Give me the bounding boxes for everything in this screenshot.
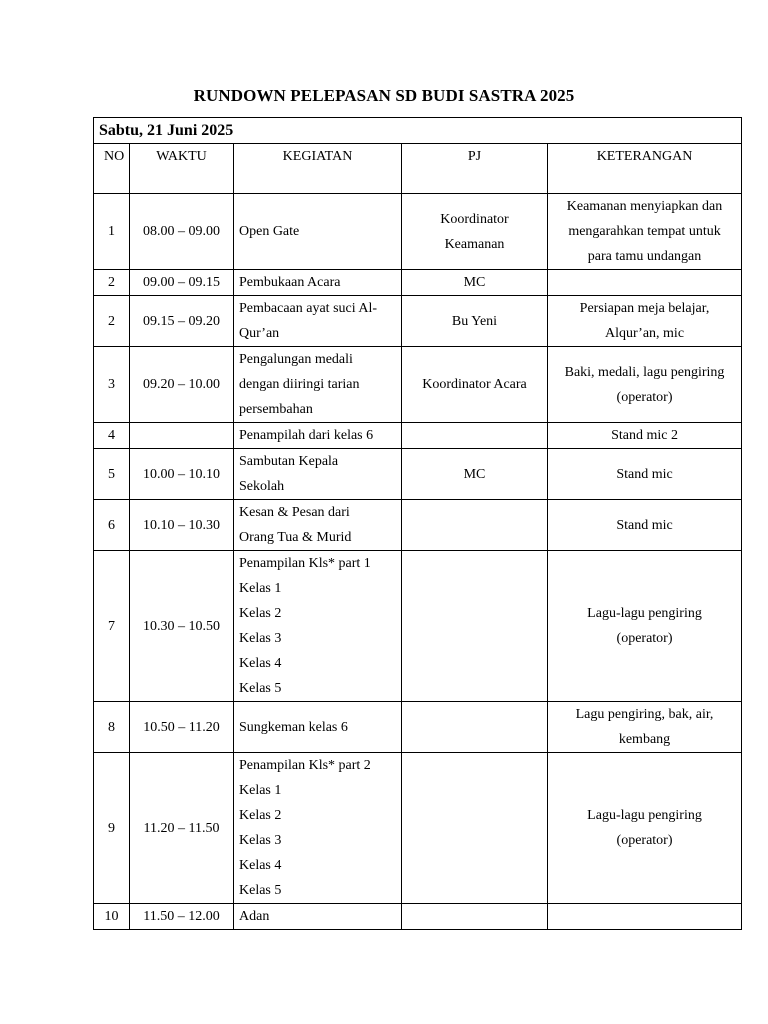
cell-kegiatan-line: Penampilan Kls* part 2 [239,758,371,773]
rundown-table [93,117,742,930]
cell-keterangan-line: Stand mic [616,466,673,482]
cell-kegiatan-line: Kelas 1 [239,581,282,596]
cell-waktu: 09.15 – 09.20 [130,296,234,347]
cell-no: 6 [94,500,130,551]
cell-no: 2 [94,296,130,347]
cell-keterangan [548,753,742,904]
cell-no: 2 [94,270,130,296]
cell-kegiatan-line: Pengalungan medali [239,352,353,367]
cell-kegiatan-line: Kelas 3 [239,631,282,646]
table-row [94,753,742,904]
cell-keterangan-line: Stand mic 2 [611,428,678,443]
cell-keterangan-line: (operator) [616,833,673,848]
cell-keterangan [548,296,742,347]
cell-pj-line: Koordinator Acara [422,377,527,392]
table-row [94,702,742,753]
cell-waktu: 10.10 – 10.30 [130,500,234,551]
table-row [94,904,742,930]
table-row [94,347,742,423]
cell-kegiatan-line: Penampilah dari kelas 6 [239,428,374,443]
cell-keterangan-line: (operator) [616,389,673,405]
cell-kegiatan [234,500,402,551]
cell-kegiatan-line: Open Gate [239,224,300,239]
cell-keterangan [548,347,742,423]
cell-kegiatan-line: Sekolah [239,479,285,494]
cell-waktu: 09.20 – 10.00 [130,347,234,423]
cell-waktu: 10.00 – 10.10 [130,449,234,500]
cell-keterangan [548,551,742,702]
table-row [94,194,742,270]
page-title: RUNDOWN PELEPASAN SD BUDI SASTRA 2025 [193,86,575,105]
cell-keterangan-line: Baki, medali, lagu pengiring [564,364,725,380]
cell-keterangan-line: Lagu-lagu pengiring [587,606,702,621]
cell-pj [402,296,548,347]
cell-kegiatan [234,270,402,296]
date-row [94,118,742,144]
cell-kegiatan-line: Kesan & Pesan dari [239,505,350,520]
cell-keterangan [548,194,742,270]
cell-keterangan-line: Lagu pengiring, bak, air, [575,707,714,722]
cell-keterangan [548,449,742,500]
header-kegiatan: KEGIATAN [234,144,402,194]
cell-waktu [130,423,234,449]
cell-keterangan-line: (operator) [616,631,673,646]
cell-pj [402,194,548,270]
cell-kegiatan-line: Kelas 4 [239,858,282,873]
cell-waktu: 10.50 – 11.20 [130,702,234,753]
cell-keterangan-line: Alqur’an, mic [604,326,685,341]
cell-pj-line: MC [463,275,486,290]
cell-keterangan-line: kembang [618,732,671,747]
cell-keterangan-line: Persiapan meja belajar, [579,301,710,316]
table-row [94,551,742,702]
cell-keterangan-line: mengarahkan tempat untuk [568,224,721,239]
cell-no: 9 [94,753,130,904]
cell-kegiatan-line: Kelas 2 [239,808,282,823]
cell-keterangan [548,500,742,551]
cell-kegiatan-line: Kelas 1 [239,783,282,798]
cell-kegiatan [234,449,402,500]
cell-no: 7 [94,551,130,702]
cell-no: 5 [94,449,130,500]
cell-keterangan [548,423,742,449]
cell-kegiatan [234,347,402,423]
cell-kegiatan-line: Kelas 2 [239,606,282,621]
header-waktu: WAKTU [130,144,234,194]
header-pj: PJ [402,144,548,194]
cell-waktu: 08.00 – 09.00 [130,194,234,270]
cell-pj-line: Keamanan [444,236,505,252]
cell-kegiatan-line: Pembacaan ayat suci Al- [239,301,378,316]
table-row [94,449,742,500]
cell-no: 4 [94,423,130,449]
cell-keterangan-line: Keamanan menyiapkan dan [566,199,723,214]
header-no: NO [94,144,130,194]
cell-kegiatan-line: Qur’an [239,326,280,341]
cell-keterangan [548,270,742,296]
cell-pj-line: Bu Yeni [451,313,498,329]
cell-keterangan [548,904,742,930]
cell-kegiatan-line: Kelas 4 [239,656,282,671]
cell-pj [402,904,548,930]
cell-kegiatan [234,296,402,347]
date-label: Sabtu, 21 Juni 2025 [94,118,742,144]
cell-kegiatan [234,904,402,930]
cell-pj [402,500,548,551]
cell-waktu: 09.00 – 09.15 [130,270,234,296]
cell-kegiatan-line: Kelas 5 [239,681,282,696]
cell-kegiatan-line: persembahan [239,402,313,417]
cell-kegiatan-line: dengan diiringi tarian [239,377,360,392]
cell-waktu: 10.30 – 10.50 [130,551,234,702]
cell-kegiatan [234,551,402,702]
cell-pj-line: Koordinator [440,211,509,227]
cell-pj [402,702,548,753]
cell-keterangan-line: para tamu undangan [587,249,702,264]
table-row [94,296,742,347]
cell-kegiatan-line: Sambutan Kepala [239,454,339,469]
cell-no: 3 [94,347,130,423]
cell-pj-line: MC [463,466,486,482]
cell-keterangan [548,702,742,753]
cell-kegiatan-line: Kelas 5 [239,883,282,898]
cell-pj [402,347,548,423]
cell-waktu: 11.50 – 12.00 [130,904,234,930]
cell-kegiatan-line: Kelas 3 [239,833,282,848]
cell-kegiatan [234,753,402,904]
cell-kegiatan [234,702,402,753]
cell-kegiatan-line: Sungkeman kelas 6 [239,719,348,735]
cell-waktu: 11.20 – 11.50 [130,753,234,904]
header-row [94,144,742,194]
table-row [94,270,742,296]
cell-keterangan-line: Lagu-lagu pengiring [587,808,702,823]
cell-no: 8 [94,702,130,753]
cell-no: 1 [94,194,130,270]
cell-kegiatan [234,423,402,449]
cell-kegiatan-line: Adan [239,909,270,924]
cell-pj [402,423,548,449]
cell-kegiatan [234,194,402,270]
table-row [94,423,742,449]
cell-pj [402,270,548,296]
table-row [94,500,742,551]
cell-kegiatan-line: Pembukaan Acara [239,275,341,290]
cell-kegiatan-line: Orang Tua & Murid [239,530,352,545]
cell-pj [402,449,548,500]
header-keterangan: KETERANGAN [548,144,742,194]
cell-pj [402,551,548,702]
cell-no: 10 [94,904,130,930]
cell-keterangan-line: Stand mic [616,517,673,533]
cell-pj [402,753,548,904]
cell-kegiatan-line: Penampilan Kls* part 1 [239,556,371,571]
